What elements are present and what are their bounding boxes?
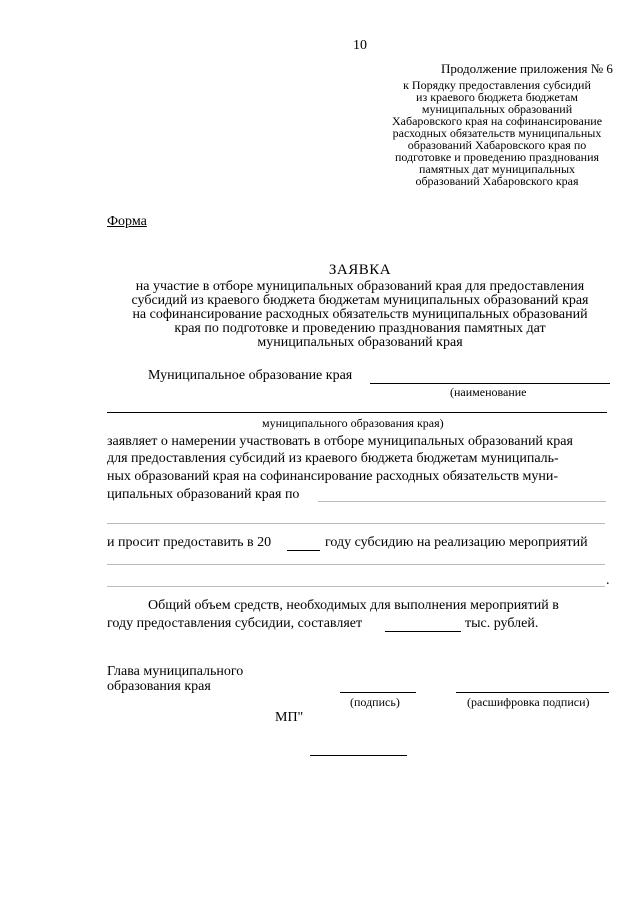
order-line: из краевого бюджета бюджетам [416, 90, 578, 104]
request-prefix: и просит предоставить в 20 [107, 535, 272, 550]
declaration-line-3: ных образований края на софинансирование расходных обязательств муни- [107, 469, 559, 484]
form-label: Форма [107, 214, 147, 229]
year-field[interactable] [287, 550, 320, 551]
event-name-field[interactable] [318, 501, 606, 502]
order-line: образований Хабаровского края [415, 174, 579, 188]
order-line: Хабаровского края на софинансирование [391, 114, 603, 128]
total-line-2-prefix: году предоставления субсидии, составляет [107, 616, 363, 631]
event-name-field-2[interactable] [107, 523, 605, 524]
subtitle-line: на участие в отборе муниципальных образований края для предоставления [135, 279, 585, 294]
municipality-name-field[interactable] [370, 383, 610, 384]
events-field-1[interactable] [107, 564, 605, 565]
request-suffix: году субсидию на реализацию мероприятий [325, 535, 588, 550]
subtitle-line: края по подготовке и проведению празднования памятных дат [174, 321, 546, 336]
order-line: к Порядку предоставления субсидий [403, 78, 591, 92]
municipality-hint-2: муниципального образования края) [262, 416, 444, 430]
events-field-2[interactable] [107, 586, 605, 587]
order-line: муниципальных образований [421, 102, 573, 116]
order-line: подготовке и проведению празднования [394, 150, 600, 164]
page-number: 10 [353, 38, 367, 53]
appendix-continuation: Продолжение приложения № 6 [441, 61, 613, 76]
head-title-line-2: образования края [107, 679, 211, 694]
municipality-hint-1: (наименование [450, 385, 527, 399]
signature-decoding-field[interactable] [456, 692, 609, 693]
signature-decoding-hint: (расшифровка подписи) [467, 695, 590, 709]
total-line-1: Общий объем средств, необходимых для выполнения мероприятий в [148, 598, 559, 613]
municipality-name-field-2[interactable] [107, 412, 607, 413]
total-line-2-suffix: тыс. рублей. [465, 616, 539, 631]
date-field[interactable] [310, 755, 407, 756]
signature-hint: (подпись) [350, 695, 400, 709]
declaration-line-2: для предоставления субсидий из краевого бюджета бюджетам муниципаль- [107, 451, 559, 466]
document-title: ЗАЯВКА [328, 262, 392, 278]
appendix-order-reference [382, 79, 612, 187]
subtitle-line: на софинансирование расходных обязательств муниципальных образований [132, 307, 588, 322]
subtitle-line: субсидий из краевого бюджета бюджетам муниципальных образований края [131, 293, 589, 308]
order-line: расходных обязательств муниципальных [392, 126, 602, 140]
document-subtitle [105, 280, 615, 350]
municipality-label: Муниципальное образование края [148, 368, 353, 383]
subtitle-line: муниципальных образований края [257, 335, 463, 350]
total-amount-field[interactable] [385, 631, 461, 632]
declaration-line-1: заявляет о намерении участвовать в отборе муниципальных образований края [107, 434, 573, 449]
stamp-placeholder: МП" [275, 710, 304, 725]
order-line: образований Хабаровского края по [407, 138, 587, 152]
declaration-line-4: ципальных образований края по [107, 487, 300, 502]
head-title-line-1: Глава муниципального [107, 664, 244, 679]
signature-field[interactable] [340, 692, 416, 693]
request-end-dot: . [606, 573, 610, 588]
order-line: памятных дат муниципальных [418, 162, 576, 176]
